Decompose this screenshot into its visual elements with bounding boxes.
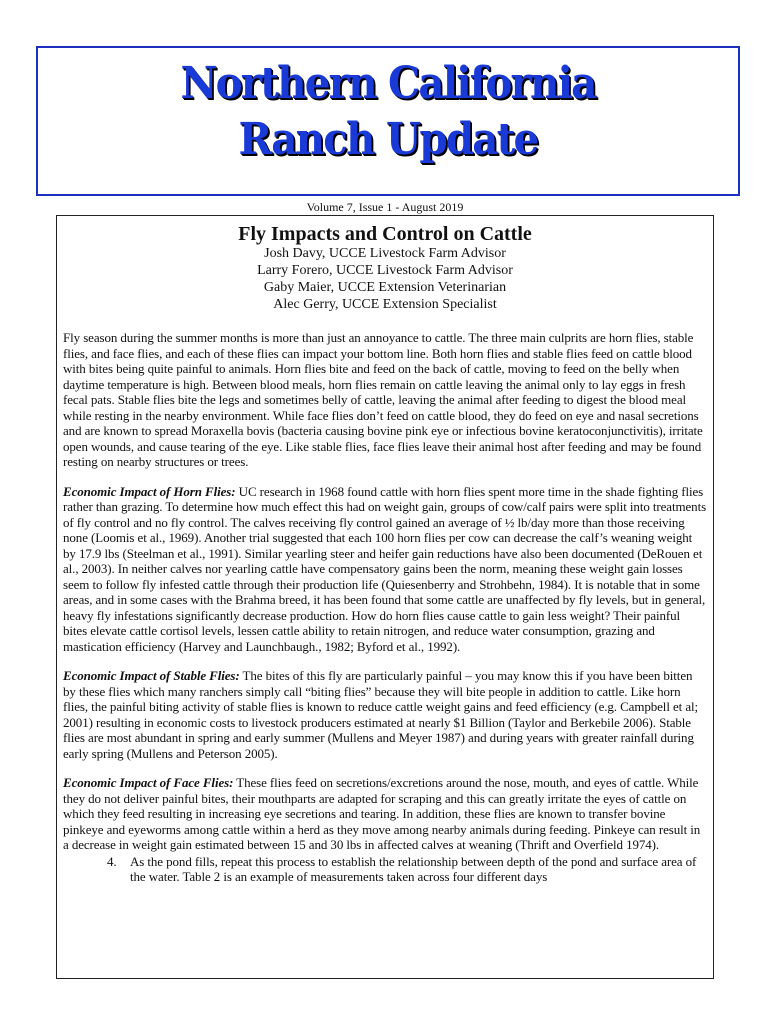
article-title: Fly Impacts and Control on Cattle [238,223,532,245]
masthead-title-line-2: Ranch Update [238,114,538,165]
numbered-list-item [63,854,707,885]
section-heading: Economic Impact of Horn Flies: [63,483,236,499]
section-heading: Economic Impact of Face Flies: [63,775,234,790]
section-text: UC research in 1968 found cattle with horn flies spent more time in the shade fighting flies rather than grazing. To determine how much effect this had on weight gain, groups of cow/calf pairs were split into treatments of fly control and no fly control. The calves receiving fly control gained an average of ½ lb/day more than those receiving none (Loomis et al., 1969). Another trial suggested that each 100 horn flies per cow can decrease the calf’s weaning weight by 17.9 lbs (Steelman et al., 1991). Similar yearling steer and heifer gain reductions have also been documented (DeRouen et al., 2003). In neither calves nor yearling cattle have compensatory gains been the norm, meaning these weight gain losses seem to follow fly infested cattle through their production life (Quiesenberry and Strohbehn, 1984). It is notable that in some areas, and in some cases with the Brahma breed, it has been found that some cattle are unaffected by fly levels, but in general, heavy fly infestations significantly decrease production. How do horn flies cause cattle to gain less weight? Their painful bites elevate cattle cortisol levels, lessen cattle ability to retain nitrogen, and reduce water consumption, grazing and mastication efficiency (Harvey and Launchbaugh., 1982; Byford et al., 1992). [63,483,707,654]
section-heading: Economic Impact of Stable Flies: [63,668,240,683]
masthead [36,46,740,196]
volume-issue-date: Volume 7, Issue 1 - August 2019 [306,200,464,214]
article-body [57,330,713,885]
stable-flies-section [63,668,707,761]
list-item-text: As the pond fills, repeat this process to establish the relationship between depth of the pond and surface area of the water. Table 2 is an example of measurements taken across four different days [130,853,697,884]
section-text: The bites of this fly are particularly painful – you may know this if you have been bitten by these flies which many ranchers simply call “biting flies” because they will bite people in addition to cattle. Like horn flies, the painful biting activity of stable flies is known to reduce cattle weight gains and feed efficiency (e.g. Campbell et al; 2001) resulting in economic costs to livestock producers estimated at nearly $1 Billion (Taylor and Berkebile 2006). Stable flies are most abundant in spring and early summer (Mullens and Meyer 1987) and during years with greater rainfall during early spring (Mullens and Peterson 2005). [63,668,699,761]
author-line: Alec Gerry, UCCE Extension Specialist [273,297,497,312]
masthead-title-line-1: Northern California [180,58,596,109]
face-flies-section [63,775,707,853]
section-text: These flies feed on secretions/excretions around the nose, mouth, and eyes of cattle. While they do not deliver painful bites, their mouthparts are adapted for scraping and this can greatly irritate the eyes of cattle on which they feed resulting in increasing eye secretions and tearing. In addition, these flies are known to transfer bovine pinkeye and eyeworms among cattle within a herd as they move among nearby animals during feeding. Pinkeye can result in a decrease in weight gain estimated between 15 and 30 lbs in affected calves at weaning (Thrift and Overfield 1974). [63,775,701,852]
horn-flies-section [63,484,707,655]
author-line: Josh Davy, UCCE Livestock Farm Advisor [264,246,506,261]
article-box [56,215,714,979]
intro-paragraph: Fly season during the summer months is more than just an annoyance to cattle. The three main culprits are horn flies, stable flies, and face flies, and each of these flies can impact your bottom line. Both horn flies and stable flies feed on cattle blood with bites being quite painful to animals. Horn flies bite and feed on the back of cattle, moving to feed on the belly when daytime temperature is high. Between blood meals, horn flies remain on cattle leaving the animal only to lay eggs in fresh fecal pats. Stable flies bite the legs and sometimes belly of cattle, leaving the animal after feeding to digest the blood meal while resting in the nearby environment. While face flies don’t feed on cattle blood, they do feed on eye and nasal secretions and are known to spread Moraxella bovis (bacteria causing bovine pink eye or infectious bovine keratoconjunctivitis), irritate open wounds, and cause tearing of the eye. Like stable flies, face flies leave their animal host after feeding and may be found resting on nearby structures or trees. [63,330,703,469]
author-line: Larry Forero, UCCE Livestock Farm Advisor [257,263,513,278]
list-item-number: 4. [107,853,117,869]
author-line: Gaby Maier, UCCE Extension Veterinarian [263,280,507,295]
